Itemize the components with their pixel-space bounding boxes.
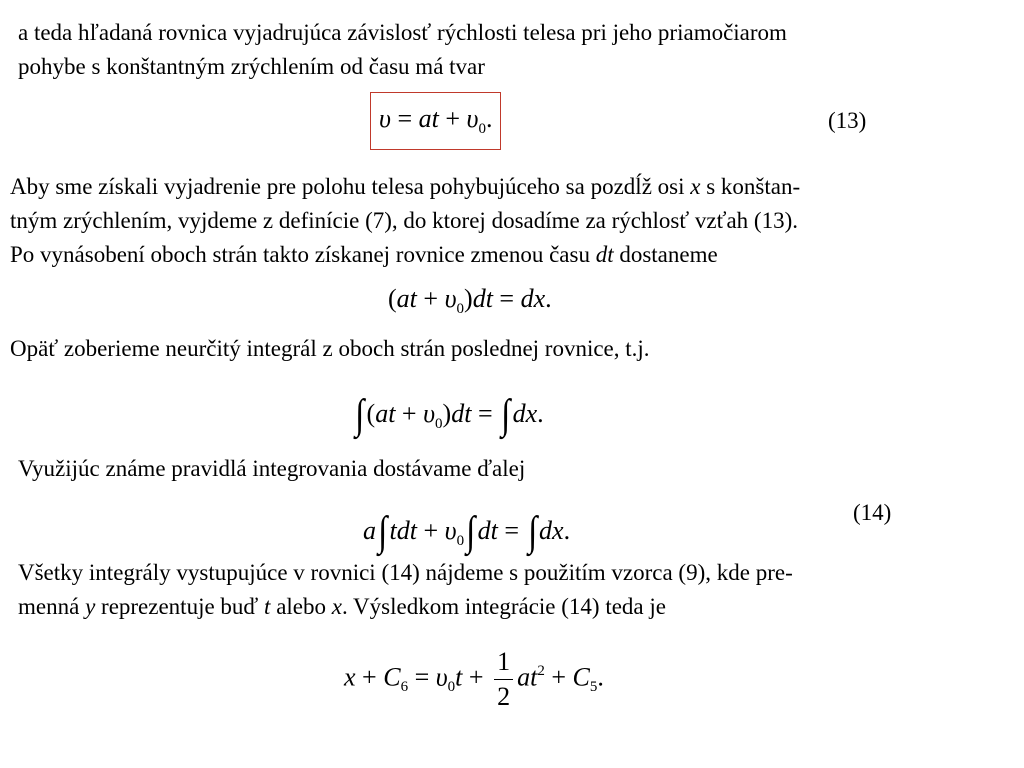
equals-sign: = <box>492 284 521 313</box>
initial-velocity-subscript: 0 <box>478 121 486 137</box>
term-dt: dt <box>451 399 472 428</box>
close-paren: ) <box>442 399 452 428</box>
open-paren: ( <box>388 284 397 313</box>
equation-period: . <box>597 662 604 692</box>
integral-sign-icon: ∫ <box>527 509 537 555</box>
integral-sign-icon: ∫ <box>501 392 511 438</box>
constant-c6-subscript: 6 <box>400 679 409 696</box>
velocity-symbol: υ <box>379 104 391 133</box>
fraction-one-half <box>494 645 513 714</box>
variable-x: x <box>331 594 342 619</box>
initial-velocity-symbol: υ <box>423 399 436 428</box>
integral-sign-icon: ∫ <box>466 509 476 555</box>
paragraph-intro-line2: pohybe s konštantným zrýchlením od času má tvar <box>18 54 485 79</box>
equation-period: . <box>563 516 571 545</box>
variable-dt: dt <box>595 242 614 267</box>
equation-number-13: (13) <box>828 108 867 133</box>
paragraph-integrals-line2 <box>18 590 793 624</box>
term-at: at <box>375 399 396 428</box>
text-span: Aby sme získali vyjadrenie pre polohu telesa pohybujúceho sa pozdĺž osi <box>10 174 691 199</box>
variable-x: x <box>690 174 701 199</box>
constant-c5-subscript: 5 <box>589 679 598 696</box>
integral-sign-icon: ∫ <box>355 392 365 438</box>
term-tdt: tdt <box>389 516 417 545</box>
variable-y: y <box>85 594 96 619</box>
constant-c6: C <box>383 662 401 692</box>
plus-sign: + <box>416 284 445 313</box>
equation-number-14: (14) <box>853 500 892 525</box>
paragraph-intro-line1: a teda hľadaná rovnica vyjadrujúca závislosť rýchlosti telesa pri jeho priamočiarom <box>18 20 787 45</box>
text-span: alebo <box>270 594 332 619</box>
exponent-2: 2 <box>537 663 545 680</box>
equation-period: . <box>545 284 552 313</box>
equals-sign: = <box>390 104 419 133</box>
constant-c5: C <box>572 662 590 692</box>
plus-sign: + <box>355 662 384 692</box>
text-span: Po vynásobení oboch strán takto získanej rovnice zmenou času <box>10 242 596 267</box>
equation-13 <box>370 92 501 150</box>
equation-integral <box>353 388 544 438</box>
text-span: s konštan- <box>700 174 801 199</box>
initial-velocity-subscript: 0 <box>456 533 465 549</box>
initial-velocity-symbol: υ <box>466 104 479 133</box>
fraction-numerator: 1 <box>494 645 513 680</box>
term-dt: dt <box>477 516 498 545</box>
initial-velocity-subscript: 0 <box>447 679 456 696</box>
initial-velocity-subscript: 0 <box>456 301 465 317</box>
paragraph-integral <box>10 332 650 366</box>
equation-differential <box>388 283 552 319</box>
text-span: menná <box>18 594 86 619</box>
variable-t: t <box>264 594 271 619</box>
paragraph-position <box>10 170 800 272</box>
plus-sign: + <box>544 662 573 692</box>
equation-final <box>344 645 604 714</box>
paragraph-rules <box>18 452 525 486</box>
plus-sign: + <box>395 399 424 428</box>
paragraph-integrals <box>18 556 793 624</box>
initial-velocity-subscript: 0 <box>435 416 443 432</box>
term-at: at <box>517 662 538 692</box>
equals-sign: = <box>471 399 500 428</box>
equation-period: . <box>537 399 544 428</box>
open-paren: ( <box>366 399 376 428</box>
term-dt: dt <box>472 284 493 313</box>
equals-sign: = <box>497 516 526 545</box>
paragraph-integrals-line1: Všetky integrály vystupujúce v rovnici (14) nájdeme s použitím vzorca (9), kde pre- <box>18 560 793 585</box>
equation-14 <box>363 505 571 555</box>
paragraph-position-line3 <box>10 238 800 272</box>
paragraph-position-line2: tným zrýchlením, vyjdeme z definície (7), do ktorej dosadíme za rýchlosť vzťah (13). <box>10 208 798 233</box>
paragraph-intro <box>18 16 787 84</box>
initial-velocity-symbol: υ <box>444 516 457 545</box>
integral-sign-icon: ∫ <box>378 509 388 555</box>
term-at: at <box>418 104 439 133</box>
paragraph-integral-line1: Opäť zoberieme neurčitý integrál z oboch strán poslednej rovnice, t.j. <box>10 336 650 361</box>
text-span: dostaneme <box>613 242 718 267</box>
term-dx: dx <box>520 284 546 313</box>
plus-sign: + <box>416 516 445 545</box>
fraction-denominator: 2 <box>497 682 511 711</box>
variable-x: x <box>344 662 356 692</box>
term-dx: dx <box>512 399 538 428</box>
plus-sign: + <box>438 104 467 133</box>
coefficient-a: a <box>363 516 376 545</box>
variable-t: t <box>455 662 463 692</box>
equation-period: . <box>485 104 493 133</box>
equation-13-box <box>370 92 501 150</box>
initial-velocity-symbol: υ <box>435 662 448 692</box>
plus-sign: + <box>462 662 491 692</box>
paragraph-position-line1 <box>10 170 800 204</box>
text-span: . Výsledkom integrácie (14) teda je <box>341 594 666 619</box>
initial-velocity-symbol: υ <box>444 284 457 313</box>
term-at: at <box>396 284 417 313</box>
paragraph-rules-line1: Využijúc známe pravidlá integrovania dostávame ďalej <box>18 456 526 481</box>
close-paren: ) <box>464 284 473 313</box>
equals-sign: = <box>408 662 436 692</box>
term-dx: dx <box>539 516 564 545</box>
text-span: reprezentuje buď <box>95 594 265 619</box>
